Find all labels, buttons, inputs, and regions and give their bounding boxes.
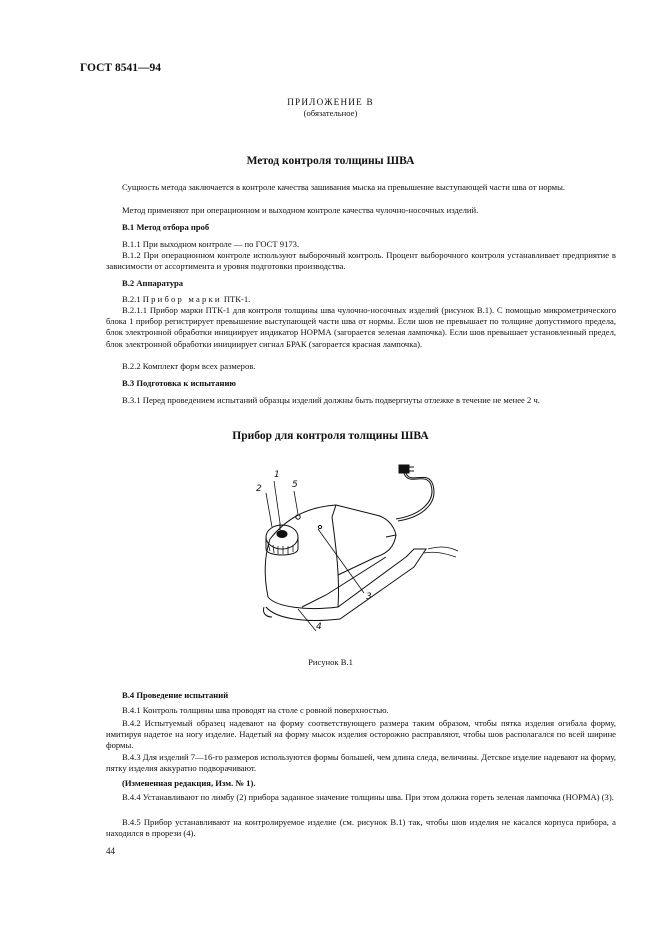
indicator-lamp <box>318 525 321 528</box>
item-b31: В.3.1 Перед проведением испытаний образцы изделий должны быть подвергнуты отлежке в течение не менее 2 ч. <box>122 395 540 405</box>
method-title: Метод контроля толщины ШВА <box>246 155 415 167</box>
item-b22: В.2.2 Комплект форм всех размеров. <box>122 361 256 371</box>
item-b12: В.1.2 При операционном контроле используют выборочный контроль. Процент выборочного контроля устанавливает предприятие в зависимости от ассортимента и уровня подготовки производства. <box>106 250 616 272</box>
section-b2-heading: В.2 Аппаратура <box>122 278 184 288</box>
item-b45: В.4.5 Прибор устанавливают на контролируемое изделие (см. рисунок В.1) так, чтобы шов изделия не касался корпуса прибора, а находился в прорези (4). <box>106 817 616 839</box>
item-b211: В.2.1.1 Прибор марки ПТК-1 для контроля толщины шва чулочно-носочных изделий (рисунок В.1). С помощью микрометрического блока 1 прибор регистрирует превышение выступающей части шва от нормы. Если шов не превышает по толщине допустимого предела, блок электронной обработки инициирует индикатор НОРМА (загорается зеленая лампочка). Если шов превышает установленный предел, блок электронной обработки инициирует сигнал БРАК (загорается красная лампочка). <box>106 305 616 349</box>
figure-label-5: 5 <box>292 480 298 490</box>
item-b44: В.4.4 Устанавливают по лимбу (2) прибора заданное значение толщины шва. При этом должна гореть зеленая лампочка (НОРМА) (3). <box>122 792 614 802</box>
device-body <box>263 505 426 621</box>
intro-paragraph-1: Сущность метода заключается в контроле качества зашивания мыска на превышение выступающей части шва от нормы. <box>122 182 566 192</box>
item-b43: В.4.3 Для изделий 7—16-го размеров используются формы большей, чем длина следа, величины. Детское изделие надевают на форму, пятку изделия аккуратно подворачивают. <box>106 752 616 774</box>
table-surface <box>424 547 458 557</box>
item-b21-tail: ПТК-1. <box>223 294 251 304</box>
device-figure <box>236 457 466 642</box>
page-number: 44 <box>106 846 115 856</box>
item-b21-number: В.2.1 <box>122 294 141 304</box>
item-b21 <box>106 294 616 305</box>
doc-code-header: ГОСТ 8541—94 <box>80 62 161 74</box>
section-b3-heading: В.3 Подготовка к испытанию <box>122 378 236 388</box>
figure-caption: Рисунок В.1 <box>308 657 353 667</box>
item-b21-spaced-text: Прибор марки <box>142 294 222 304</box>
figure-label-3: 3 <box>366 592 372 602</box>
appendix-subtitle: (обязательное) <box>303 108 358 118</box>
figure-label-1: 1 <box>274 470 280 480</box>
limb-dial <box>266 523 298 555</box>
appendix-title: ПРИЛОЖЕНИЕ В <box>287 97 374 107</box>
figure-title: Прибор для контроля толщины ШВА <box>232 430 429 442</box>
figure-label-4: 4 <box>316 622 322 632</box>
item-b11: В.1.1 При выходном контроле — по ГОСТ 9173. <box>122 239 300 249</box>
item-b42: В.4.2 Испытуемый образец надевают на форму соответствующего размера таким образом, чтобы пятка изделия огибала форму, имитируя надетое на ногу изделие. Надетый на форму мысок изделия осторожно расправляют, чтобы шов располагался по всей ширине формы. <box>106 718 616 751</box>
power-plug-icon <box>396 465 434 521</box>
amendment-note: (Измененная редакция, Изм. № 1). <box>122 778 256 788</box>
item-b41: В.4.1 Контроль толщины шва проводят на столе с ровной поверхностью. <box>122 705 389 715</box>
section-b4-heading: В.4 Проведение испытаний <box>122 690 229 700</box>
figure-label-2: 2 <box>256 484 262 494</box>
intro-paragraph-2: Метод применяют при операционном и выходном контроле качества чулочно-носочных изделий. <box>122 205 479 215</box>
section-b1-heading: В.1 Метод отбора проб <box>122 222 210 232</box>
